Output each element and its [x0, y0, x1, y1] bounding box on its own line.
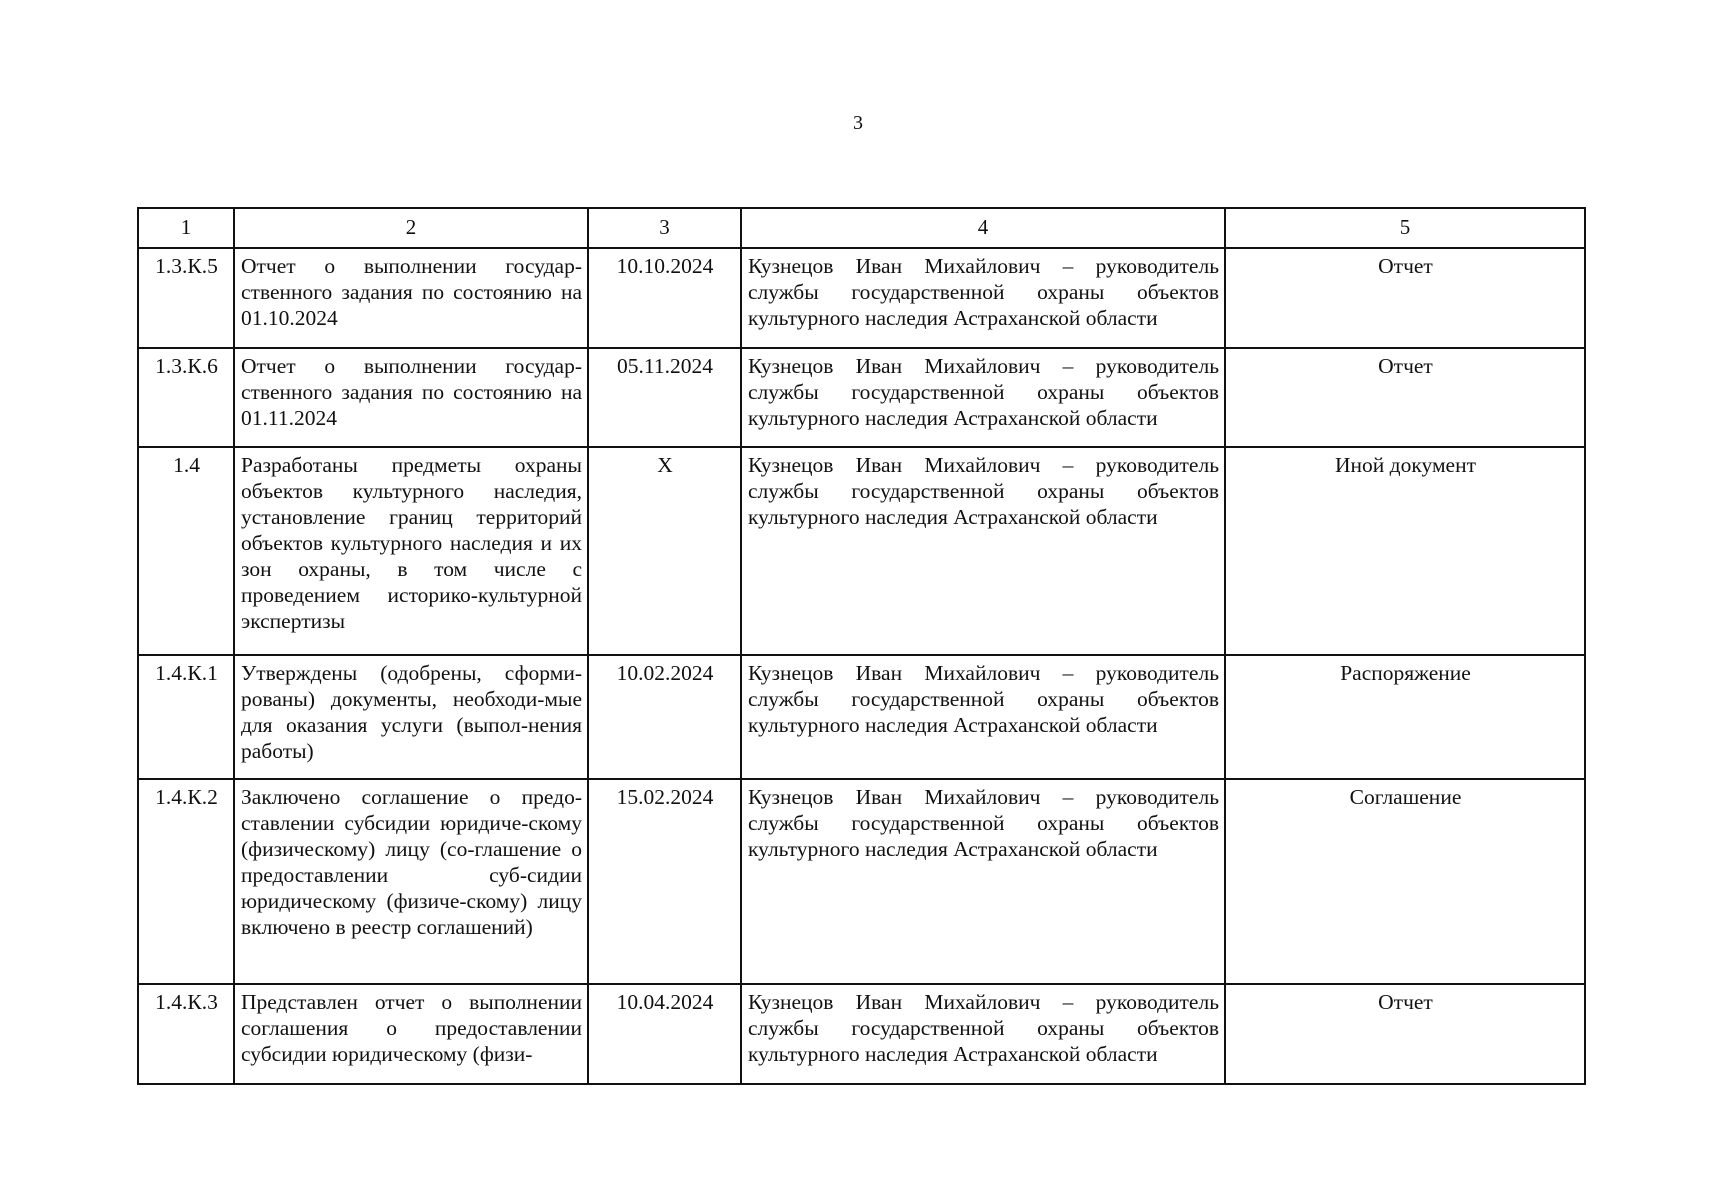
row-number: 1.3.К.5: [138, 248, 234, 348]
column-number-5: 5: [1225, 208, 1585, 248]
row-number: 1.4.К.2: [138, 779, 234, 984]
due-date: 10.04.2024: [588, 984, 741, 1084]
event-description: Отчет о выполнении государ-ственного задания по состоянию на 01.10.2024: [234, 248, 588, 348]
responsible-person: Кузнецов Иван Михайлович – руководитель службы государственной охраны объектов культурного наследия Астраханской области: [741, 984, 1225, 1084]
event-description: Отчет о выполнении государ-ственного задания по состоянию на 01.11.2024: [234, 348, 588, 447]
responsible-person: Кузнецов Иван Михайлович – руководитель службы государственной охраны объектов культурного наследия Астраханской области: [741, 447, 1225, 655]
document-type: Иной документ: [1225, 447, 1585, 655]
table-row: [138, 348, 1585, 447]
event-description: Представлен отчет о выполнении соглашения о предоставлении субсидии юридическому (физи-: [234, 984, 588, 1084]
responsible-person: Кузнецов Иван Михайлович – руководитель службы государственной охраны объектов культурного наследия Астраханской области: [741, 779, 1225, 984]
row-number: 1.4: [138, 447, 234, 655]
document-type: Распоряжение: [1225, 655, 1585, 779]
event-description: Утверждены (одобрены, сформи-рованы) документы, необходи-мые для оказания услуги (выпол-нения работы): [234, 655, 588, 779]
column-number-1: 1: [138, 208, 234, 248]
table-row: [138, 655, 1585, 779]
row-number: 1.3.К.6: [138, 348, 234, 447]
page-number: 3: [853, 112, 863, 134]
due-date: 10.02.2024: [588, 655, 741, 779]
responsible-person: Кузнецов Иван Михайлович – руководитель службы государственной охраны объектов культурного наследия Астраханской области: [741, 655, 1225, 779]
column-number-3: 3: [588, 208, 741, 248]
responsible-person: Кузнецов Иван Михайлович – руководитель службы государственной охраны объектов культурного наследия Астраханской области: [741, 348, 1225, 447]
row-number: 1.4.К.1: [138, 655, 234, 779]
column-number-2: 2: [234, 208, 588, 248]
document-type: Отчет: [1225, 348, 1585, 447]
table-row: [138, 984, 1585, 1084]
due-date: 15.02.2024: [588, 779, 741, 984]
row-number: 1.4.К.3: [138, 984, 234, 1084]
column-number-4: 4: [741, 208, 1225, 248]
due-date: Х: [588, 447, 741, 655]
due-date: 05.11.2024: [588, 348, 741, 447]
table-row: [138, 447, 1585, 655]
event-description: Разработаны предметы охраны объектов культурного наследия, установление границ территорий объектов культурного наследия и их зон охраны, в том числе с проведением историко-культурной экспертизы: [234, 447, 588, 655]
document-type: Отчет: [1225, 248, 1585, 348]
responsible-person: Кузнецов Иван Михайлович – руководитель службы государственной охраны объектов культурного наследия Астраханской области: [741, 248, 1225, 348]
due-date: 10.10.2024: [588, 248, 741, 348]
plan-table: [137, 207, 1586, 1085]
event-description: Заключено соглашение о предо-ставлении субсидии юридиче-скому (физическому) лицу (со-глашение о предоставлении суб-сидии юридическому (физиче-скому) лицу включено в реестр соглашений): [234, 779, 588, 984]
table-row: [138, 779, 1585, 984]
table-header-row: [138, 208, 1585, 248]
table-row: [138, 248, 1585, 348]
document-type: Отчет: [1225, 984, 1585, 1084]
document-type: Соглашение: [1225, 779, 1585, 984]
